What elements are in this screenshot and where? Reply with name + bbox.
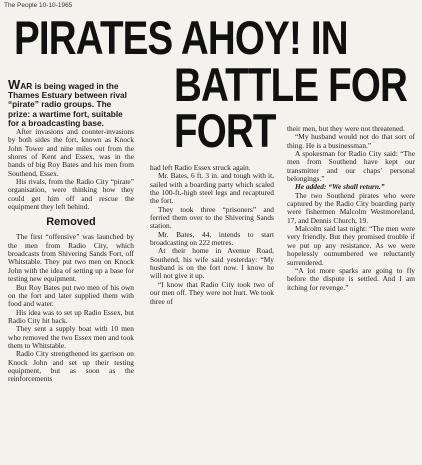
paragraph: His idea was to set up Radio Essex, but Radio City hit back. <box>8 307 134 325</box>
drop-cap: W <box>8 77 21 92</box>
headline-line-3: FORT <box>174 104 276 157</box>
paragraph: After invasions and counter-invasions by both sides the fort, known as Knock John Tower and nine miles out from the shores of Kent and Essex, was in the hands of big Roy Bates and his men from Southend, Essex. <box>8 127 134 178</box>
paragraph: Mr. Bates, 6 ft. 3 in. and tough with it, sailed with a boarding party which scaled the 100-ft.-high steel legs and recaptured the fort. <box>150 171 274 206</box>
paragraph: “I know that Radio City took two of our men off. They were not hurt. We took three of <box>150 279 274 306</box>
paragraph: their men, but they were not threatened. <box>287 124 405 133</box>
paragraph: “A lot more sparks are going to fly before the dispute is settled. And I am itching for revenge.” <box>287 265 415 292</box>
paragraph: They sent a supply boat with 10 men who removed the two Essex men and took them to Whitstable. <box>8 324 134 350</box>
paragraph: Mr. Bates, 44, intends to start broadcasting on 222 metres. <box>150 229 274 248</box>
headline-line-1: PIRATES AHOY! IN <box>14 11 348 64</box>
paragraph: had left Radio Essex struck again. <box>150 163 251 172</box>
column-2 <box>150 164 274 306</box>
paragraph: The first “offensive” was launched by the men from Radio City, which broadcasts from Shivering Sands Fort, off Whitstable. They put two men on Knock John with the idea of setting up a base for testing new equipment. <box>8 232 134 284</box>
paragraph: Malcolm said last night: “The men were very friendly. But they promised trouble if we put up any resistance. As we were hopelessly outnumbered we reluctantly surrendered. <box>287 224 415 267</box>
paragraph: But Roy Bates put two men of his own on the fort and later supplied them with food and water. <box>8 282 134 309</box>
article-lede <box>8 77 134 128</box>
subheading-removed: Removed <box>46 216 96 229</box>
column-3 <box>287 125 415 292</box>
paragraph: The two Southend pirates who were captured by the Radio City boarding party were fishermen Malcolm Westmoreland, 17, and Dennis Church, 19. <box>287 190 415 225</box>
column-1 <box>8 77 134 384</box>
paragraph: “My husband would not do that sort of thing. He is a businessman.” <box>287 132 415 150</box>
masthead-date: The People 10-10-1965 <box>4 2 73 9</box>
paragraph: A spokesman for Radio City said: “The men from Southend have kept our transmitter and our chaps’ personal belongings.” <box>287 149 415 184</box>
paragraph: His rivals, from the Radio City “pirate” organisation, were thinking how they could get him off and rescue the equipment they left behind. <box>8 177 134 212</box>
headline-line-2: BATTLE FOR <box>174 58 407 111</box>
paragraph: At their home in Avenue Road, Southend, his wife said yesterday: “My husband is on the fort now. I know he will not give it up. <box>150 246 274 281</box>
lede-text: AR is being waged in the Thames Estuary between rival “pirate” radio groups. The prize: a wartime fort, suitable for a broadcasting base. <box>8 81 127 128</box>
added-quote: He added: “We shall return.” <box>295 182 385 192</box>
paragraph: Radio City strengthened its garrison on Knock John and set up their testing equipment, but as soon as the reinforcements <box>8 349 134 384</box>
paragraph: They took three “prisoners” and ferried them over to the Shivering Sands station. <box>150 204 274 231</box>
